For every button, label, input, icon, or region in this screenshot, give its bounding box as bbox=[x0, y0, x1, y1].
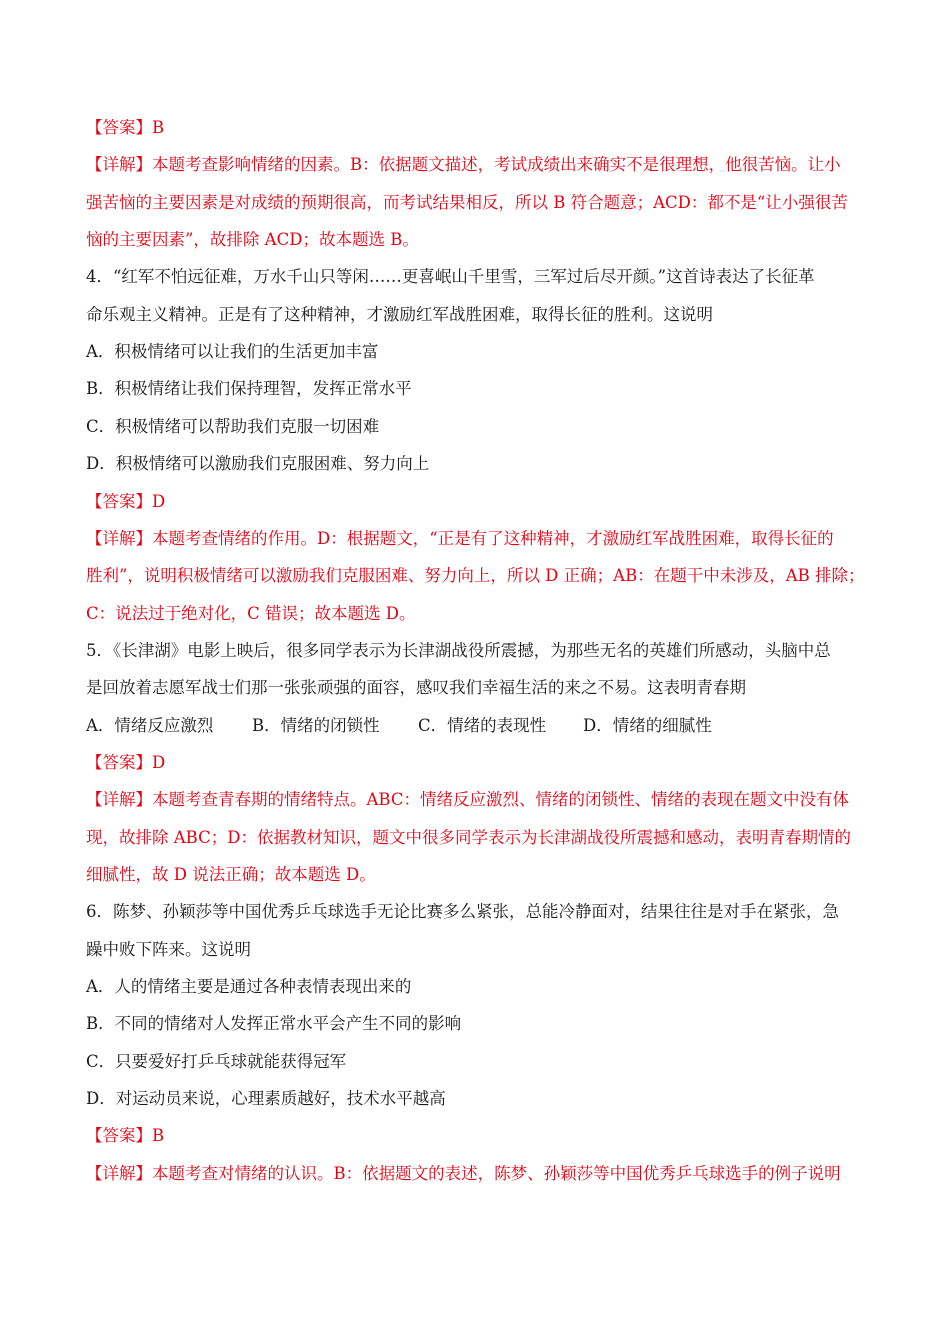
answer-option: C．情绪的表现性 bbox=[418, 715, 547, 735]
answer-option: B．积极情绪让我们保持理智，发挥正常水平 bbox=[86, 379, 412, 399]
explanation-line: 细腻性，故 D 说法正确；故本题选 D。 bbox=[86, 865, 376, 884]
explanation-line: 【详解】本题考查对情绪的认识。B：依据题文的表述，陈梦、孙颖莎等中国优秀乒乓球选手的例子说明 bbox=[86, 1163, 841, 1183]
question-stem-line: 5．《长津湖》电影上映后，很多同学表示为长津湖战役所震撼，为那些无名的英雄们所感动，头脑中总 bbox=[86, 640, 831, 660]
explanation-line: C：说法过于绝对化，C 错误；故本题选 D。 bbox=[86, 603, 416, 623]
answer-label: 【答案】B bbox=[86, 118, 165, 137]
explanation-line: 【详解】本题考查影响情绪的因素。B：依据题文描述，考试成绩出来确实不是很理想，他很苦恼。让小 bbox=[86, 155, 841, 175]
question-stem-line: 6．陈梦、孙颖莎等中国优秀乒乓球选手无论比赛多么紧张，总能冷静面对，结果往往是对手在紧张，急 bbox=[86, 902, 839, 922]
question-stem-line: 命乐观主义精神。正是有了这种精神，才激励红军战胜困难，取得长征的胜利。这说明 bbox=[86, 304, 713, 324]
answer-option: C．积极情绪可以帮助我们克服一切困难 bbox=[86, 416, 380, 436]
question-stem-line: 是回放着志愿军战士们那一张张顽强的面容，感叹我们幸福生活的来之不易。这表明青春期 bbox=[86, 678, 746, 698]
answer-option: A．积极情绪可以让我们的生活更加丰富 bbox=[86, 342, 379, 362]
explanation-line: 【详解】本题考查青春期的情绪特点。ABC：情绪反应激烈、情绪的闭锁性、情绪的表现在题文中没有体 bbox=[86, 790, 849, 810]
explanation-line: 现，故排除 ABC；D：依据教材知识，题文中很多同学表示为长津湖战役所震撼和感动，表明青春期情的 bbox=[86, 827, 851, 847]
answer-option: B．情绪的闭锁性 bbox=[252, 715, 380, 735]
answer-option: A．情绪反应激烈 bbox=[86, 715, 214, 735]
explanation-line: 胜利”，说明积极情绪可以激励我们克服困难、努力向上，所以 D 正确；AB：在题干中未涉及，AB 排除； bbox=[86, 566, 865, 586]
explanation-line: 强苦恼的主要因素是对成绩的预期很高，而考试结果相反，所以 B 符合题意；ACD：都不是“让小强很苦 bbox=[86, 192, 848, 212]
answer-label: 【答案】D bbox=[86, 491, 166, 511]
explanation-line: 【详解】本题考查情绪的作用。D：根据题文，“正是有了这种精神，才激励红军战胜困难，取得长征的 bbox=[86, 528, 834, 548]
answer-label: 【答案】D bbox=[86, 752, 166, 772]
answer-option: B．不同的情绪对人发挥正常水平会产生不同的影响 bbox=[86, 1014, 462, 1034]
answer-option: D．情绪的细腻性 bbox=[583, 715, 712, 735]
answer-option: D．对运动员来说，心理素质越好，技术水平越高 bbox=[86, 1089, 446, 1109]
answer-option: C．只要爱好打乒乓球就能获得冠军 bbox=[86, 1051, 347, 1071]
answer-option: D．积极情绪可以激励我们克服困难、努力向上 bbox=[86, 454, 430, 474]
answer-option: A．人的情绪主要是通过各种表情表现出来的 bbox=[86, 977, 412, 997]
answer-label: 【答案】B bbox=[86, 1126, 165, 1146]
question-stem-line: 4．“红军不怕远征难，万水千山只等闲……更喜岷山千里雪，三军过后尽开颜。”这首诗表达了长征革 bbox=[86, 267, 815, 287]
question-stem-line: 躁中败下阵来。这说明 bbox=[86, 939, 251, 959]
explanation-line: 恼的主要因素”，故排除 ACD；故本题选 B。 bbox=[86, 230, 419, 250]
